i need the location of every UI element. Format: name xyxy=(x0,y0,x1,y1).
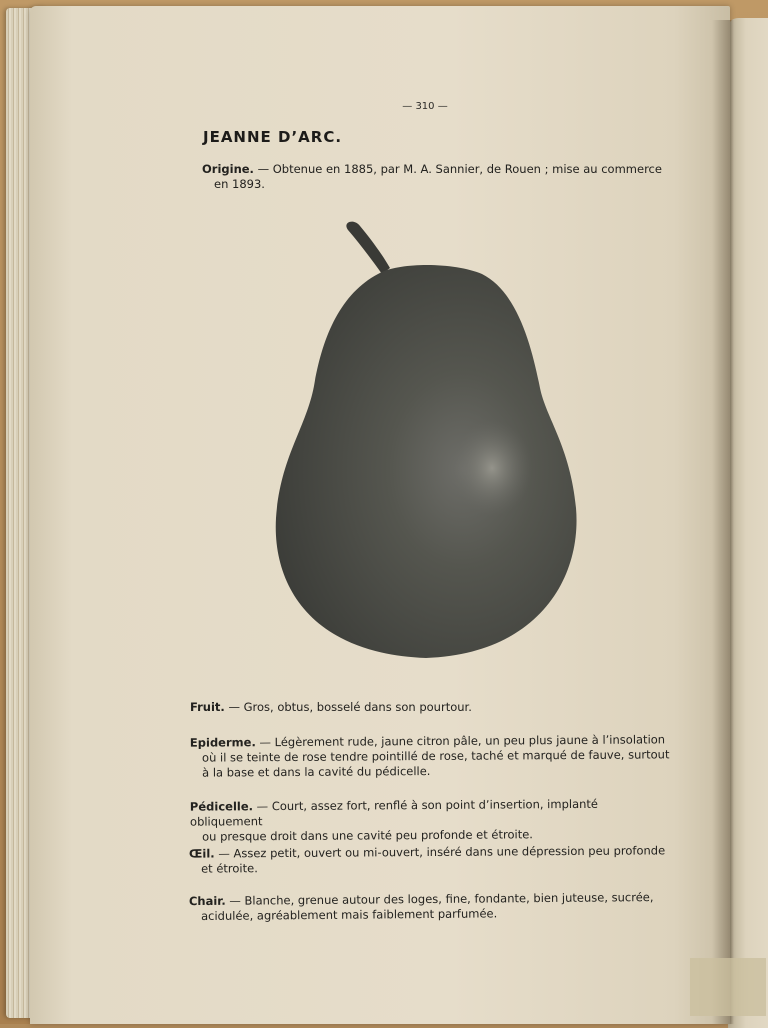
book-gutter xyxy=(712,20,734,1024)
page-title: JEANNE D’ARC. xyxy=(203,128,343,146)
fruit-label: Fruit. xyxy=(190,700,225,714)
pedicelle-label: Pédicelle. xyxy=(189,799,254,814)
pear-illustration xyxy=(270,218,582,662)
oeil-label: Œil. xyxy=(188,846,215,861)
oeil-text-line-2: et étroite. xyxy=(201,861,258,876)
epiderme-text-line-1: — Légèrement rude, jaune citron pâle, un peu plus jaune à l’insolation xyxy=(259,732,666,750)
pear-highlight xyxy=(452,420,532,516)
pedicelle-text-line-1: — Court, assez fort, renflé à son point d’insertion, implanté obliquement xyxy=(189,796,599,829)
epiderme-text-line-3: à la base et dans la cavité du pédicelle. xyxy=(202,763,431,780)
origin-text-line-2: en 1893. xyxy=(214,177,265,191)
epiderme-text-line-2: où il se teinte de rose tendre pointillé de rose, taché et marqué de fauve, surtout xyxy=(201,747,670,765)
corner-thumbnail xyxy=(690,958,766,1016)
origin-text-line-1: — Obtenue en 1885, par M. A. Sannier, de Rouen ; mise au commerce xyxy=(257,162,662,176)
chair-paragraph xyxy=(189,890,669,924)
epiderme-label: Epiderme. xyxy=(189,735,256,750)
oeil-paragraph xyxy=(189,843,669,876)
epiderme-paragraph xyxy=(190,732,670,780)
pear-stem xyxy=(346,222,390,274)
pedicelle-paragraph xyxy=(190,796,670,844)
fruit-text-line-1: — Gros, obtus, bosselé dans son pourtour. xyxy=(228,700,472,714)
chair-label: Chair. xyxy=(188,893,226,909)
fruit-paragraph xyxy=(190,700,670,715)
facing-page xyxy=(728,18,768,1028)
origin-paragraph xyxy=(202,162,662,192)
chair-text-line-2: acidulée, agréablement mais faiblement parfumée. xyxy=(201,906,498,923)
pedicelle-text-line-2: ou presque droit dans une cavité peu profonde et étroite. xyxy=(202,827,533,844)
oeil-text-line-1: — Assez petit, ouvert ou mi-ouvert, inséré dans une dépression peu profonde xyxy=(218,843,666,861)
chair-text-line-1: — Blanche, grenue autour des loges, fine, fondante, bien juteuse, sucrée, xyxy=(229,890,654,908)
origin-label: Origine. xyxy=(202,162,254,176)
page-number: — 310 — xyxy=(402,101,448,112)
